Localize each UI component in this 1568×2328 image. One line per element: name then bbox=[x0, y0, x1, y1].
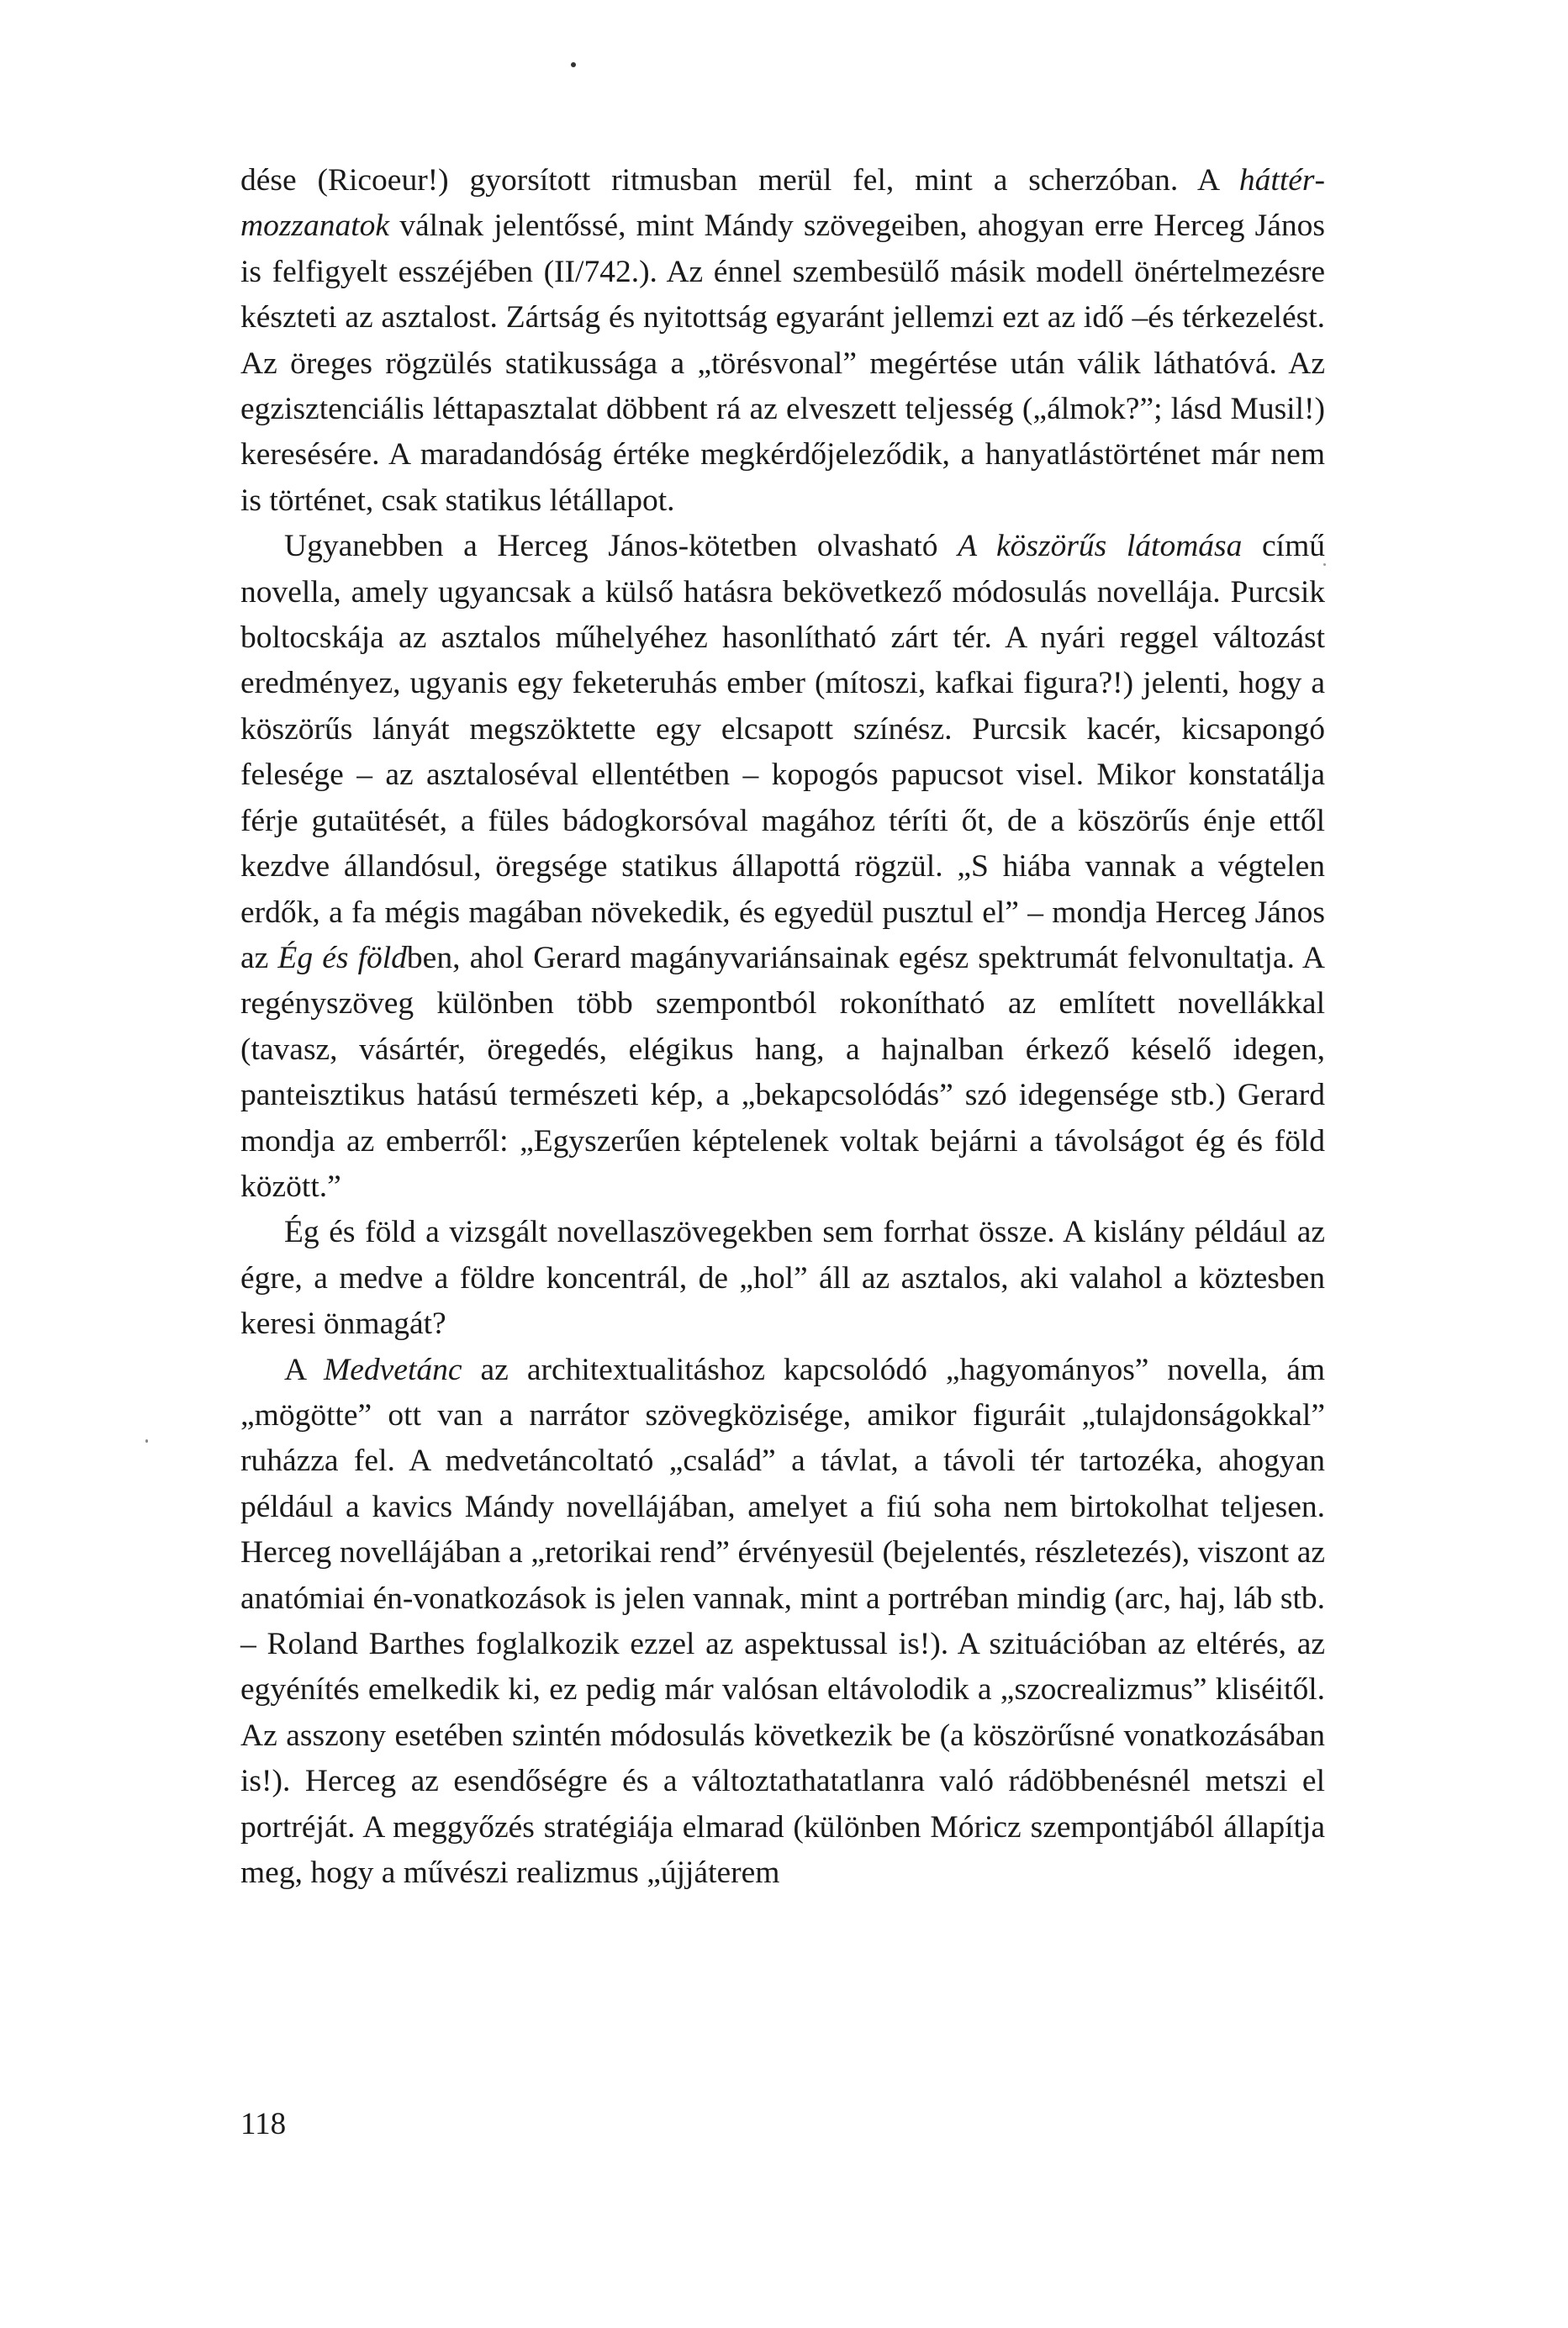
body-text bbox=[240, 158, 1325, 1896]
text-run-italic: háttérmozzanatok bbox=[240, 163, 1325, 244]
text-run: Ugyanebben a Herceg János-kötetben olvasható bbox=[284, 529, 958, 564]
text-run: az architextualitáshoz kapcsolódó „hagyományos” novella, ám „mögötte” ott van a narrátor szövegközisége, amikor figuráit „tulajdonságokkal” ruházza fel. A medvetáncoltató „család” a távlat, a távoli tér tartozéka, ahogyan például a kavics Mándy novellájában, amelyet a fiú soha nem birtokolhat teljesen. Herceg novellájában a „retorikai rend” érvényesül (bejelentés, részletezés), viszont az anatómiai én-vonatkozások is jelen vannak, mint a portréban mindig (arc, haj, láb stb. – Roland Barthes foglalkozik ezzel az aspektussal is!). A szituációban az eltérés, az egyénítés emelkedik ki, ez pedig már valósan eltávolodik a „szocrealizmus” kliséitől. Az asszony esetében szintén módosulás következik be (a köszörűsné vonatkozásában is!). Herceg az esendőségre és a változtathatatlanra való rádöbbenésnél metszi el portréját. A meggyőzés stratégiája elmarad (különben Móricz szempontjából állapítja meg, hogy a művészi realizmus „újjáterem bbox=[240, 1352, 1326, 1891]
text-run-italic: Ég és föld bbox=[277, 940, 407, 975]
page-number: 118 bbox=[240, 2107, 287, 2141]
text-run: című novella, amely ugyancsak a külső hatásra bekövetkező módosulás novellája. Purcsik boltocskája az asztalos műhelyéhez hasonlítható zárt tér. A nyári reggel változást eredményez, ugyanis egy feketeruhás ember (mítoszi, kafkai figura?!) jelenti, hogy a köszörűs lányát megszöktette egy elcsapott színész. Purcsik kacér, kicsapongó felesége – az asztaloséval ellentétben – kopogós papucsot visel. Mikor konstatálja férje gutaütését, a füles bádogkorsóval magához téríti őt, de a köszörűs énje ettől kezdve állandósul, öregsége statikus állapottá rögzül. „S hiába vannak a végtelen erdők, a fa mégis magában növekedik, és egyedül pusztul el” – mondja Herceg János az bbox=[240, 529, 1326, 975]
paragraph bbox=[240, 1348, 1325, 1897]
paragraph bbox=[240, 158, 1325, 524]
text-run: A bbox=[284, 1352, 325, 1387]
text-run-italic: A köszörűs látomása bbox=[958, 529, 1243, 564]
scan-speck bbox=[571, 62, 576, 67]
text-run: Ég és föld a vizsgált novellaszövegekben sem forrhat össze. A kislány például az égre, a medve a földre koncentrál, de „hol” áll az asztalos, aki valahol a köztesben keresi önmagát? bbox=[240, 1215, 1325, 1342]
text-run: ben, ahol Gerard magányvariánsainak egész spektrumát felvonultatja. A regényszöveg különben több szempontból rokonítható az említett novellákkal (tavasz, vásártér, öregedés, elégikus hang, a hajnalban érkező késelő idegen, panteisztikus hatású természeti kép, a „bekapcsolódás” szó idegensége stb.) Gerard mondja az emberről: „Egyszerűen képtelenek voltak bejárni a távolságot ég és föld között.” bbox=[240, 940, 1326, 1204]
text-run: válnak jelentőssé, mint Mándy szövegeiben, ahogyan erre Herceg János is felfigyelt esszéjében (II/742.). Az énnel szembesülő másik modell önértelmezésre készteti az asztalost. Zártság és nyitottság egyaránt jellemzi ezt az idő –és térkezelést. Az öreges rögzülés statikussága a „törésvonal” megértése után válik láthatóvá. Az egzisztenciális léttapasztalat döbbent rá az elveszett teljesség („álmok?”; lásd Musil!) keresésére. A maradandóság értéke megkérdőjeleződik, a hanyatlástörténet már nem is történet, csak statikus létállapot. bbox=[240, 209, 1325, 518]
paragraph bbox=[240, 524, 1325, 1210]
text-run: dése (Ricoeur!) gyorsított ritmusban merül fel, mint a scherzóban. A bbox=[240, 163, 1239, 198]
paragraph bbox=[240, 1210, 1325, 1347]
scan-speck bbox=[145, 1439, 148, 1443]
text-run-italic: Medvetánc bbox=[324, 1352, 462, 1387]
